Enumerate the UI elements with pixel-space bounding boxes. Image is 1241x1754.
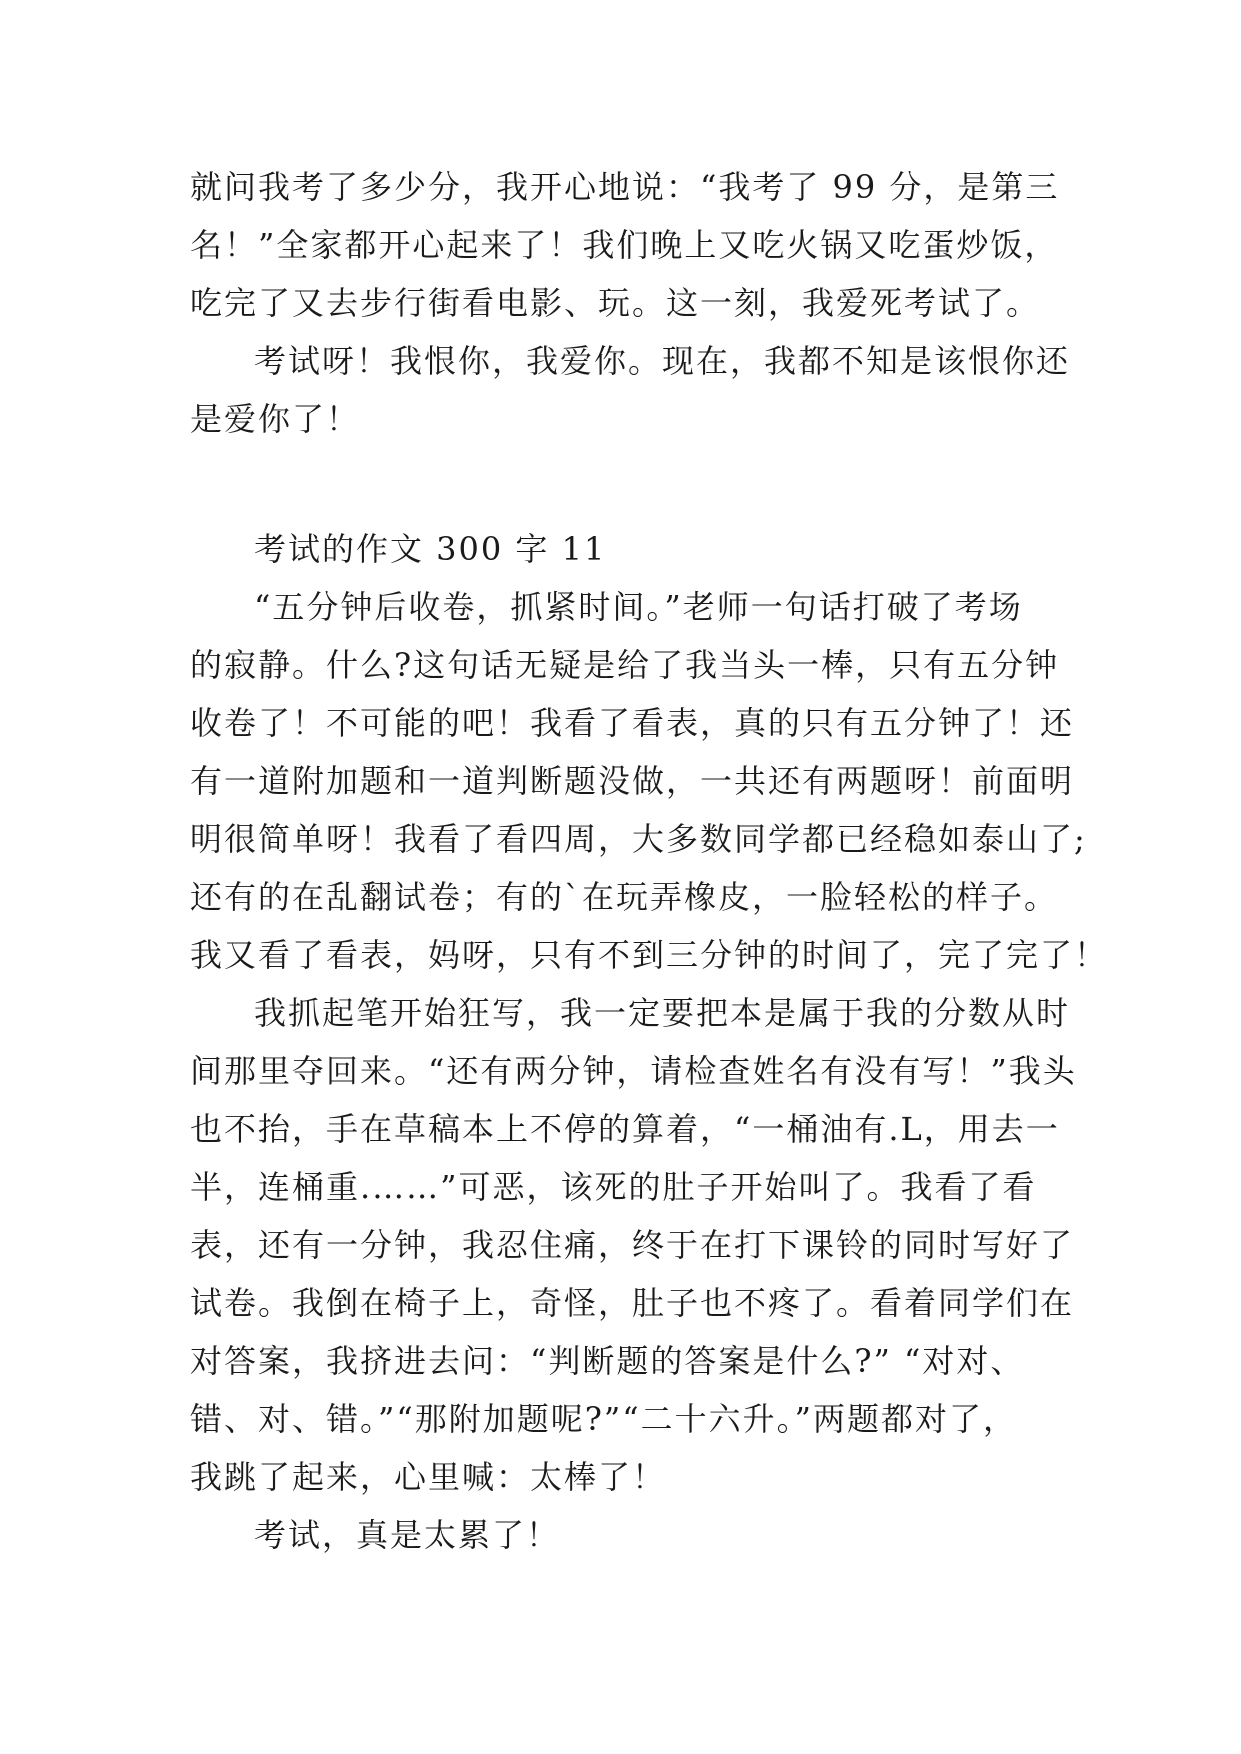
text-line: 错、对、错。”“那附加题呢?”“二十六升。”两题都对了， (190, 1400, 1017, 1438)
text-line: 明很简单呀！我看了看四周，大多数同学都已经稳如泰山了; (190, 820, 1087, 858)
text-line: 吃完了又去步行街看电影、玩。这一刻，我爱死考试了。 (190, 284, 1041, 322)
document-page (190, 158, 1109, 1564)
text-line: 就问我考了多少分，我开心地说：“我考了 99 分，是第三 (190, 168, 1060, 206)
text-line: 半，连桶重.……”可恶，该死的肚子开始叫了。我看了看 (190, 1168, 1037, 1206)
text-line: 试卷。我倒在椅子上，奇怪，肚子也不疼了。看着同学们在 (190, 1284, 1075, 1322)
text-line: 表，还有一分钟，我忍住痛，终于在打下课铃的同时写好了 (190, 1226, 1075, 1264)
paragraph-first-line: 考试，真是太累了！ (254, 1516, 561, 1554)
paragraph-first-line: 我抓起笔开始狂写，我一定要把本是属于我的分数从时 (254, 994, 1071, 1032)
text-line: 间那里夺回来。“还有两分钟，请检查姓名有没有写！”我头 (190, 1052, 1077, 1090)
section-gap (190, 448, 1060, 520)
paragraph-first-line: “五分钟后收卷，抓紧时间。”老师一句话打破了考场 (254, 588, 1023, 626)
text-line: 收卷了！不可能的吧！我看了看表，真的只有五分钟了！还 (190, 704, 1075, 742)
text-line: 是爱你了！ (190, 400, 361, 438)
text-line: 我跳了起来，心里喊：太棒了！ (190, 1458, 667, 1496)
text-line: 还有的在乱翻试卷；有的`在玩弄橡皮，一脸轻松的样子。 (190, 878, 1059, 916)
paragraph-first-line: 考试呀！我恨你，我爱你。现在，我都不知是该恨你还 (254, 342, 1071, 380)
text-line: 也不抬，手在草稿本上不停的算着，“一桶油有.L，用去一 (190, 1110, 1060, 1148)
text-line: 我又看了看表，妈呀，只有不到三分钟的时间了，完了完了！ (190, 936, 1109, 974)
text-line: 对答案，我挤进去问：“判断题的答案是什么?” “对对、 (190, 1342, 1025, 1380)
text-line: 名！”全家都开心起来了！我们晚上又吃火锅又吃蛋炒饭， (190, 226, 1059, 264)
text-line: 有一道附加题和一道判断题没做，一共还有两题呀！前面明 (190, 762, 1075, 800)
section-title: 考试的作文 300 字 11 (254, 530, 607, 568)
text-line: 的寂静。什么?这句话无疑是给了我当头一棒，只有五分钟 (190, 646, 1060, 684)
